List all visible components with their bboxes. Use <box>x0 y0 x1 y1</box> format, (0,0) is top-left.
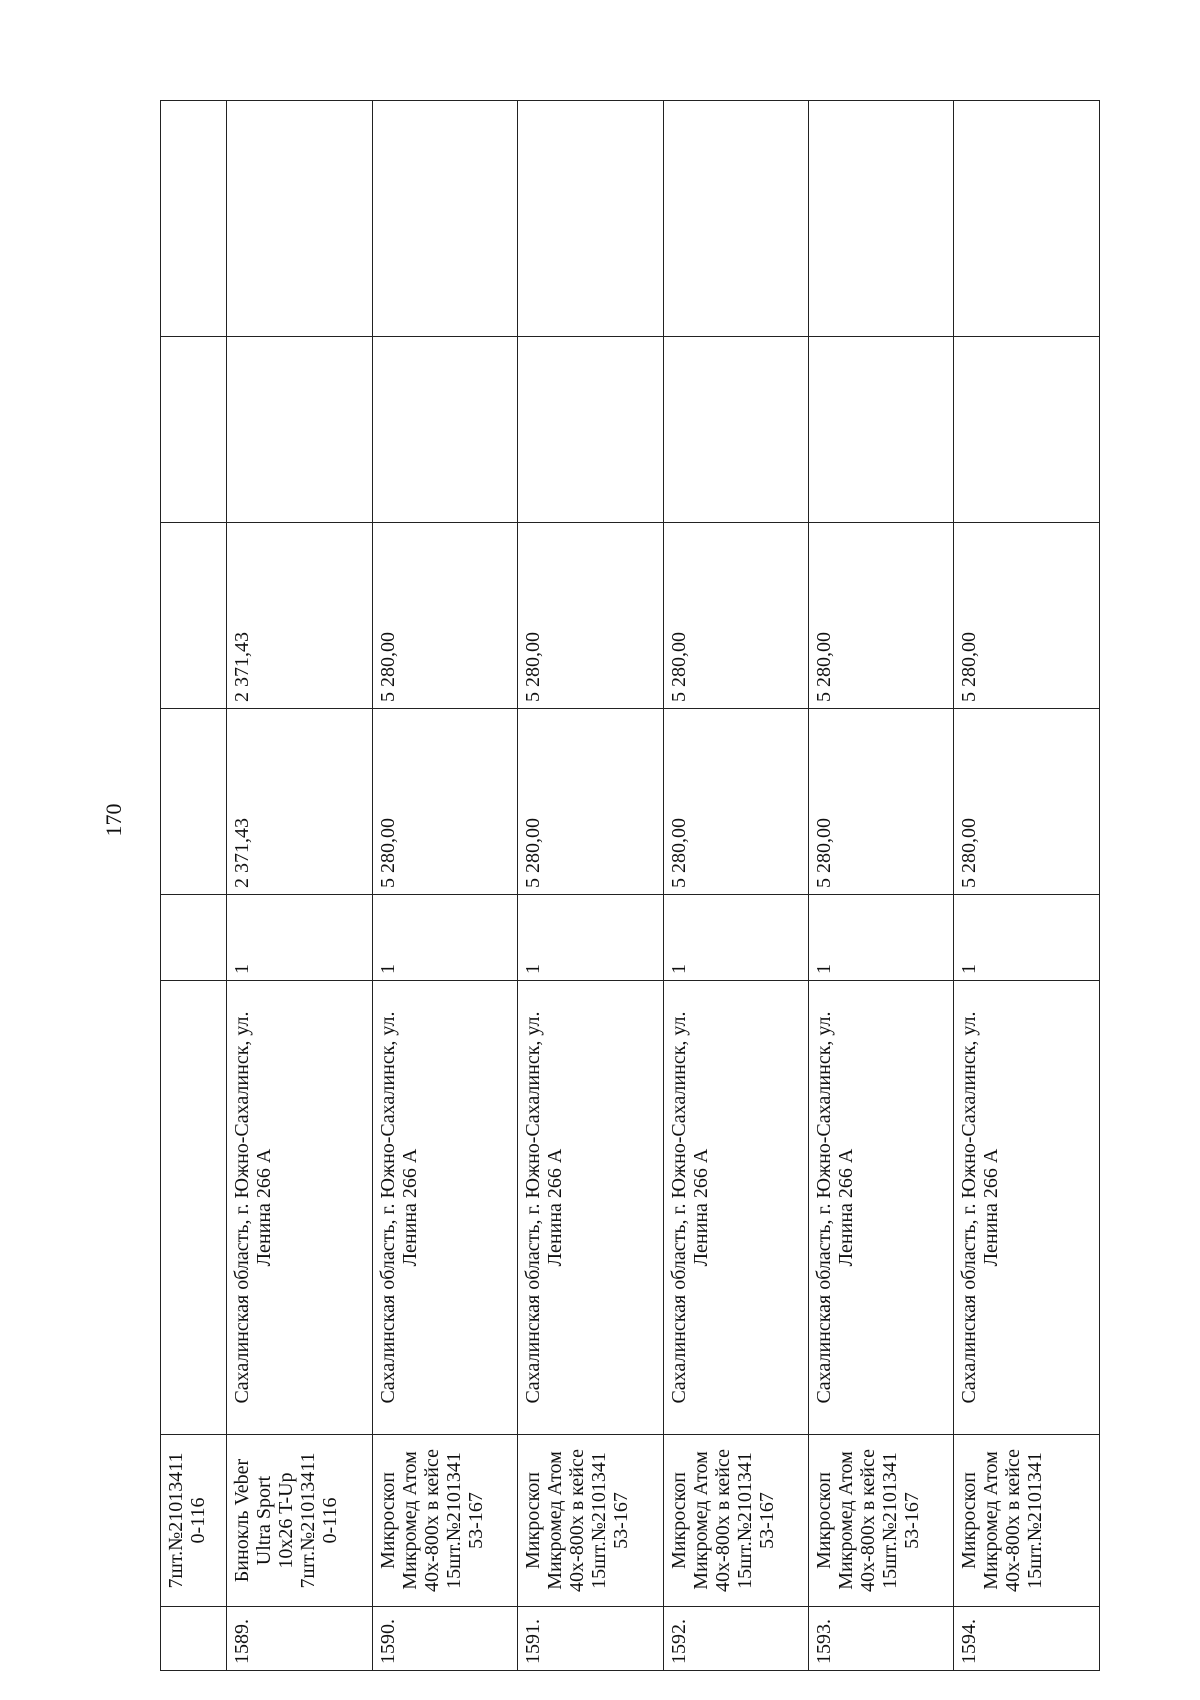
inventory-table-wrapper <box>160 101 1100 1671</box>
cell-sum-2: 5 280,00 <box>518 523 663 709</box>
cell-qty: 1 <box>809 895 954 981</box>
cell-sum-1: 5 280,00 <box>372 709 517 895</box>
cell-name: Микроскоп Микромед Атом 40х-800х в кейсе 15шт.№2101341 53-167 <box>372 1435 517 1607</box>
cell-empty-2 <box>809 101 954 337</box>
cell-empty-1 <box>809 337 954 523</box>
table-row <box>372 101 517 1671</box>
cell-sum-2: 2 371,43 <box>227 523 372 709</box>
cell-sum-1: 5 280,00 <box>663 709 808 895</box>
cell-address <box>161 981 227 1435</box>
cell-qty: 1 <box>663 895 808 981</box>
table-row <box>809 101 954 1671</box>
table-row <box>663 101 808 1671</box>
cell-empty-2 <box>518 101 663 337</box>
cell-name: Микроскоп Микромед Атом 40х-800х в кейсе 15шт.№2101341 53-167 <box>809 1435 954 1607</box>
cell-name: Микроскоп Микромед Атом 40х-800х в кейсе 15шт.№2101341 53-167 <box>518 1435 663 1607</box>
cell-num <box>161 1607 227 1671</box>
cell-sum-1: 5 280,00 <box>954 709 1100 895</box>
cell-empty-2 <box>227 101 372 337</box>
cell-address: Сахалинская область, г. Южно-Сахалинск, ул. Ленина 266 А <box>663 981 808 1435</box>
cell-empty-2 <box>663 101 808 337</box>
cell-name: Микроскоп Микромед Атом 40х-800х в кейсе 15шт.№2101341 <box>954 1435 1100 1607</box>
cell-sum-2: 5 280,00 <box>663 523 808 709</box>
cell-empty-2 <box>954 101 1100 337</box>
cell-sum-1: 5 280,00 <box>518 709 663 895</box>
table-row <box>518 101 663 1671</box>
cell-empty-1 <box>161 337 227 523</box>
cell-name: 7шт.№21013411 0-116 <box>161 1435 227 1607</box>
cell-address: Сахалинская область, г. Южно-Сахалинск, ул. Ленина 266 А <box>372 981 517 1435</box>
cell-address: Сахалинская область, г. Южно-Сахалинск, ул. Ленина 266 А <box>954 981 1100 1435</box>
cell-sum-2: 5 280,00 <box>372 523 517 709</box>
table-row <box>227 101 372 1671</box>
cell-address: Сахалинская область, г. Южно-Сахалинск, ул. Ленина 266 А <box>227 981 372 1435</box>
cell-name: Бинокль Veber Ultra Sport 10x26 T-Up 7шт.№21013411 0-116 <box>227 1435 372 1607</box>
cell-empty-2 <box>161 101 227 337</box>
cell-num: 1593. <box>809 1607 954 1671</box>
cell-num: 1590. <box>372 1607 517 1671</box>
cell-sum-1: 2 371,43 <box>227 709 372 895</box>
cell-name: Микроскоп Микромед Атом 40х-800х в кейсе 15шт.№2101341 53-167 <box>663 1435 808 1607</box>
cell-sum-2 <box>161 523 227 709</box>
cell-empty-1 <box>372 337 517 523</box>
cell-address: Сахалинская область, г. Южно-Сахалинск, ул. Ленина 266 А <box>518 981 663 1435</box>
cell-address: Сахалинская область, г. Южно-Сахалинск, ул. Ленина 266 А <box>809 981 954 1435</box>
cell-num: 1589. <box>227 1607 372 1671</box>
cell-sum-2: 5 280,00 <box>954 523 1100 709</box>
cell-sum-2: 5 280,00 <box>809 523 954 709</box>
cell-num: 1591. <box>518 1607 663 1671</box>
cell-sum-1 <box>161 709 227 895</box>
inventory-table <box>160 100 1100 1671</box>
cell-qty: 1 <box>227 895 372 981</box>
cell-empty-1 <box>663 337 808 523</box>
cell-num: 1592. <box>663 1607 808 1671</box>
cell-qty <box>161 895 227 981</box>
cell-empty-1 <box>518 337 663 523</box>
cell-empty-1 <box>227 337 372 523</box>
cell-qty: 1 <box>954 895 1100 981</box>
cell-qty: 1 <box>372 895 517 981</box>
cell-empty-2 <box>372 101 517 337</box>
page-number: 170 <box>101 803 126 837</box>
cell-qty: 1 <box>518 895 663 981</box>
cell-sum-1: 5 280,00 <box>809 709 954 895</box>
cell-empty-1 <box>954 337 1100 523</box>
cell-num: 1594. <box>954 1607 1100 1671</box>
table-row-continuation <box>161 101 227 1671</box>
table-row <box>954 101 1100 1671</box>
